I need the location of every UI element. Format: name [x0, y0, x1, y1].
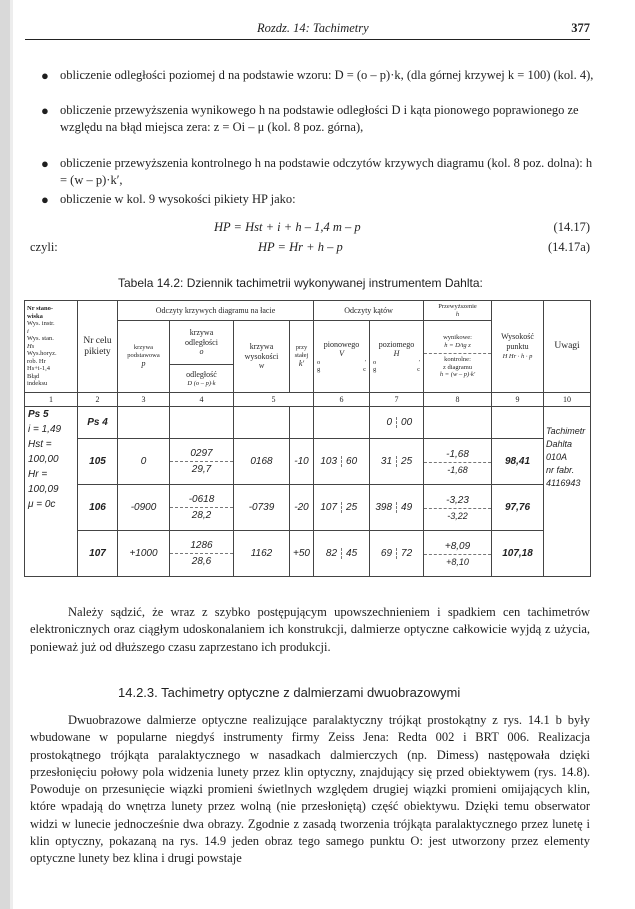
point-height: 98,41 — [492, 439, 544, 485]
page-edge-shadow — [0, 0, 10, 909]
station-cell: Ps 5 i = 1,49 Hst = 100,00 Hr = 100,09 μ = 0c — [25, 407, 78, 577]
base-reading: -0900 — [118, 485, 170, 531]
bullet-item — [41, 191, 595, 208]
column-number: 3 — [118, 393, 170, 407]
page-number: 377 — [571, 21, 590, 35]
header-constant: przy stałej k′ — [290, 321, 314, 393]
column-number: 5 — [234, 393, 314, 407]
distance-cell: -0618 28,2 — [170, 485, 234, 531]
distance-cell: 1286 28,6 — [170, 531, 234, 577]
paragraph-conclusion: Należy sądzić, że wraz z szybko postępującym upowszechnieniem i spadkiem cen tachimetrów elektronicznych oraz ciągłym udoskonalaniem ich konstrukcji, dalmierze optyczne całkowicie wyjdą z użycia, ponieważ już od dłuższego czasu zaprzestano ich produkcji. — [30, 605, 590, 654]
column-number: 6 — [314, 393, 370, 407]
bullet-dot-icon: ● — [41, 68, 49, 83]
bullet-item — [41, 102, 595, 136]
header-horizontal-angle: poziomego H o ′ g c — [370, 321, 424, 393]
equation-1: HP = Hst + i + h – 1,4 m – p — [214, 220, 361, 234]
ref-target: Ps 4 — [78, 407, 118, 439]
base-reading: 0 — [118, 439, 170, 485]
header-station: Nr stano- wiska Wys. instr. i Wys. stan. Hs Wys.horyz. rob. Hr Hs+i-1,4 Błąd indeksu — [25, 301, 78, 393]
table-row — [25, 531, 591, 577]
header-base-curve: krzywa podstawowa p — [118, 321, 170, 393]
page-edge-highlight — [10, 0, 13, 909]
column-number: 4 — [170, 393, 234, 407]
header-vertical-angle: pionowego V o ′ g c — [314, 321, 370, 393]
header-result-control: wynikowe: h = D/tg z kontrolne: z diagramu h = (w – p)·k′ — [424, 321, 492, 393]
header-height-curve: krzywa wysokości w — [234, 321, 290, 393]
bullet-text: obliczenie odległości poziomej d na podstawie wzoru: D = (o – p)·k, (dla górnej krzywej k = 100) (kol. 4), — [60, 68, 594, 82]
header-distance-curve: krzywa odległości o — [170, 321, 234, 365]
table-caption: Tabela 14.2: Dziennik tachimetrii wykonywanej instrumentem Dahlta: — [118, 276, 483, 290]
table-row — [25, 485, 591, 531]
constant-value: -10 — [290, 439, 314, 485]
target-number: 105 — [78, 439, 118, 485]
bullet-item — [41, 155, 595, 189]
vertical-angle: 82 45 — [314, 531, 370, 577]
table-row — [25, 407, 591, 439]
column-number: 8 — [424, 393, 492, 407]
bullet-dot-icon: ● — [41, 192, 49, 207]
table-row — [25, 439, 591, 485]
bullet-dot-icon: ● — [41, 103, 49, 118]
elevation-diff: -1,68 -1,68 — [424, 439, 492, 485]
paragraph-dual-image: Dwuobrazowe dalmierze optyczne realizujące paralaktyczny trójkąt prostokątny z rys. 14.1 b były wbudowane w popularne niegdyś instrumenty firmy Zeiss Jena: Redta 002 i BRT 006. Realizacja prostokątnego trójkąta paralaktycznego w nasadkach dalmierczych (np. Dimess) następowała dzięki przesłonięciu połowy pola widzenia lunety przez klin optyczny, znajdujący się przed obiektywem (rys. 14.8). Powoduje on przesunięcie wiązki promieni świetlnych względem drugiej wiązki promieni omijających klin, które wpadają do wnętrza lunety przez wolną (nie przesłoniętą) część obiektywu. Dzięki temu obserwator widzi w lunecie jednocześnie dwa obrazy. Zgodnie z zasadą tworzenia trójkąta paralaktycznego przez lunetę i klin optyczny, pokazaną na rys. 14.9 jeden obraz tego samego punktu O: jest utworzony przez elementy optyczne lunety bez klina i drugi powstaje — [30, 713, 590, 866]
ref-horizontal: 0 00 — [370, 407, 424, 439]
constant-value: -20 — [290, 485, 314, 531]
column-number: 10 — [544, 393, 591, 407]
vertical-angle: 103 60 — [314, 439, 370, 485]
constant-value: +50 — [290, 531, 314, 577]
height-reading: 0168 — [234, 439, 290, 485]
horizontal-angle: 31 25 — [370, 439, 424, 485]
header-distance: odległość D (o – p)·k — [170, 365, 234, 393]
header-remarks: Uwagi — [544, 301, 591, 393]
base-reading: +1000 — [118, 531, 170, 577]
height-reading: 1162 — [234, 531, 290, 577]
running-header — [25, 21, 590, 40]
section-title: 14.2.3. Tachimetry optyczne z dalmierzami dwuobrazowymi — [118, 685, 461, 700]
elevation-diff: +8,09 +8,10 — [424, 531, 492, 577]
target-number: 107 — [78, 531, 118, 577]
header-group-angles: Odczyty kątów — [314, 301, 424, 321]
point-height: 97,76 — [492, 485, 544, 531]
elevation-diff: -3,23 -3,22 — [424, 485, 492, 531]
equation-2-number: (14.17a) — [548, 240, 590, 254]
equation-1-number: (14.17) — [553, 220, 590, 234]
height-reading: -0739 — [234, 485, 290, 531]
bullet-text: obliczenie przewyższenia wynikowego h na podstawie odległości D i kąta pionowego poprawionego ze względu na błąd miejsca zera: z = Oi – μ (kol. 8 poz. górna), — [60, 103, 579, 135]
tachymetry-journal-table — [24, 300, 591, 577]
column-number: 2 — [78, 393, 118, 407]
column-number: 7 — [370, 393, 424, 407]
header-target: Nr celu pikiety — [78, 301, 118, 393]
horizontal-angle: 69 72 — [370, 531, 424, 577]
czyli-label: czyli: — [30, 240, 58, 254]
header-elevation-diff: Przewyższenie h — [424, 301, 492, 321]
header-height: Wysokość punktu H Hr · h · p — [492, 301, 544, 393]
point-height: 107,18 — [492, 531, 544, 577]
bullet-dot-icon: ● — [41, 156, 49, 171]
column-number: 9 — [492, 393, 544, 407]
bullet-item — [41, 67, 595, 84]
equation-2: HP = Hr + h – p — [258, 240, 343, 254]
header-group-diagram: Odczyty krzywych diagramu na łacie — [118, 301, 314, 321]
column-number: 1 — [25, 393, 78, 407]
remarks-cell: Tachimetr Dahlta 010A nr fabr. 4116943 — [544, 407, 591, 577]
header-title: Rozdz. 14: Tachimetry — [257, 21, 369, 35]
horizontal-angle: 398 49 — [370, 485, 424, 531]
distance-cell: 0297 29,7 — [170, 439, 234, 485]
vertical-angle: 107 25 — [314, 485, 370, 531]
bullet-text: obliczenie w kol. 9 wysokości pikiety HP jako: — [60, 192, 296, 206]
target-number: 106 — [78, 485, 118, 531]
bullet-text: obliczenie przewyższenia kontrolnego h na podstawie odczytów krzywych diagramu (kol. 8 poz. dolna): h = (w – p)·k′, — [60, 156, 593, 188]
